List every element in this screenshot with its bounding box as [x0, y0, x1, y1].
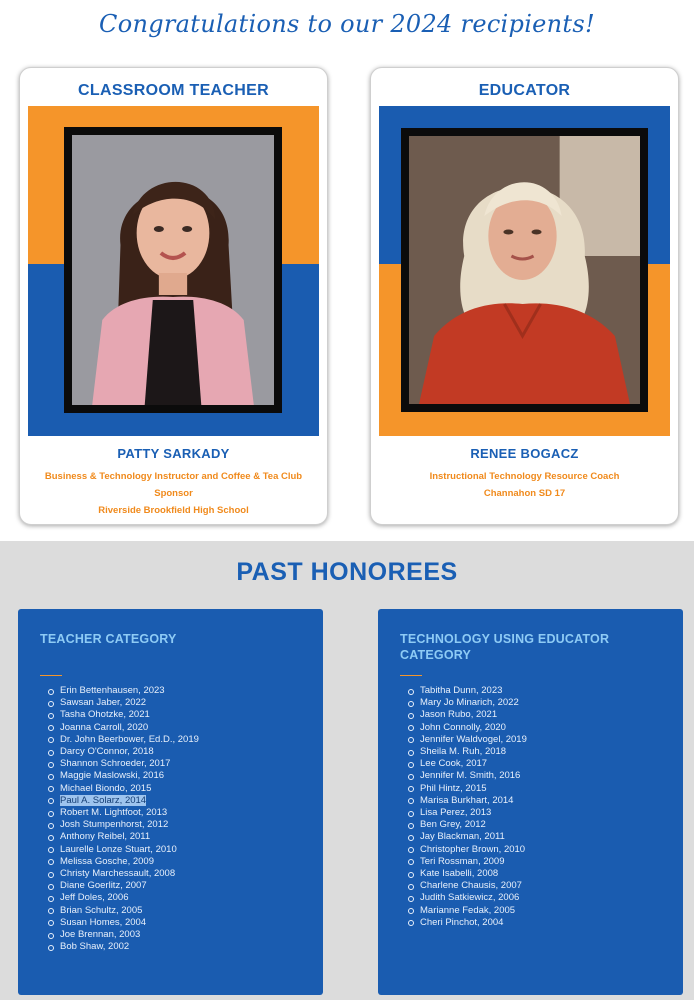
honoree-entry: Brian Schultz, 2005	[60, 904, 143, 916]
honoree-entry: Joanna Carroll, 2020	[60, 721, 149, 733]
honoree-entry: Michael Biondo, 2015	[60, 782, 152, 794]
honoree-entry: Josh Stumpenhorst, 2012	[60, 819, 169, 831]
list-item	[408, 783, 527, 795]
list-item	[48, 770, 199, 782]
teacher-honoree-list	[48, 685, 199, 953]
photo-frame	[64, 127, 282, 413]
honoree-entry: Sawsan Jaber, 2022	[60, 697, 147, 709]
list-item	[48, 831, 199, 843]
technology-honoree-list	[408, 685, 527, 929]
photo-backdrop	[379, 106, 670, 436]
description-line: Sponsor	[154, 488, 193, 499]
list-item	[48, 697, 199, 709]
list-item	[48, 758, 199, 770]
honoree-entry: Teri Rossman, 2009	[420, 855, 505, 867]
list-item	[48, 856, 199, 868]
recipient-card-educator	[370, 67, 679, 525]
list-item	[408, 758, 527, 770]
honoree-entry: Jennifer Waldvogel, 2019	[420, 733, 527, 745]
description-line: Channahon SD 17	[483, 488, 566, 499]
list-item	[48, 929, 199, 941]
honoree-entry: Marianne Fedak, 2005	[420, 904, 516, 916]
list-item	[408, 795, 527, 807]
list-item	[408, 892, 527, 904]
honoree-entry: Laurelle Lonze Stuart, 2010	[60, 843, 177, 855]
congrats-heading: Congratulations to our 2024 recipients!	[99, 10, 595, 38]
list-item	[408, 709, 527, 721]
description-line: Instructional Technology Resource Coach	[429, 471, 620, 482]
list-item	[48, 795, 199, 807]
list-item	[408, 697, 527, 709]
honoree-entry: Paul A. Solarz, 2014	[60, 794, 147, 806]
list-item	[408, 770, 527, 782]
panel-title: TEACHER CATEGORY	[40, 632, 177, 646]
honoree-entry: Jennifer M. Smith, 2016	[420, 770, 521, 782]
honoree-entry: Christy Marchessault, 2008	[60, 868, 176, 880]
list-item	[408, 734, 527, 746]
honoree-entry: Diane Goerlitz, 2007	[60, 880, 147, 892]
honoree-entry: Charlene Chausis, 2007	[420, 880, 522, 892]
list-item	[408, 746, 527, 758]
recipient-name: RENEE BOGACZ	[470, 446, 579, 461]
list-item	[48, 783, 199, 795]
honoree-entry: Erin Bettenhausen, 2023	[60, 685, 165, 696]
list-item	[48, 819, 199, 831]
recipient-name: PATTY SARKADY	[117, 446, 230, 461]
list-item	[408, 685, 527, 697]
panel-divider	[400, 675, 422, 676]
recipient-description	[387, 468, 662, 502]
list-item	[408, 880, 527, 892]
honoree-entry: Phil Hintz, 2015	[420, 782, 487, 794]
honoree-entry: Dr. John Beerbower, Ed.D., 2019	[60, 733, 199, 745]
honoree-entry: Bob Shaw, 2002	[60, 941, 130, 953]
list-item	[48, 746, 199, 758]
list-item	[408, 868, 527, 880]
list-item	[408, 856, 527, 868]
honoree-entry: Jeff Doles, 2006	[60, 892, 129, 904]
photo-frame	[401, 128, 648, 412]
list-item	[408, 819, 527, 831]
list-item	[48, 892, 199, 904]
recipient-photo	[72, 135, 274, 405]
list-item	[48, 917, 199, 929]
list-item	[408, 844, 527, 856]
recipient-card-classroom-teacher	[19, 67, 328, 525]
list-item	[408, 905, 527, 917]
photo-backdrop	[28, 106, 319, 436]
card-category-title: EDUCATOR	[478, 82, 571, 99]
honoree-entry: Tabitha Dunn, 2023	[420, 685, 503, 696]
honoree-entry: Sheila M. Ruh, 2018	[420, 746, 507, 758]
honoree-entry: Maggie Maslowski, 2016	[60, 770, 165, 782]
honoree-entry: Marisa Burkhart, 2014	[420, 794, 514, 806]
description-line: Business & Technology Instructor and Coffee & Tea Club	[44, 471, 303, 482]
list-item	[48, 685, 199, 697]
list-item	[408, 807, 527, 819]
honoree-entry: Susan Homes, 2004	[60, 916, 147, 928]
list-item	[408, 917, 527, 929]
card-category-title: CLASSROOM TEACHER	[78, 82, 269, 99]
list-item	[48, 734, 199, 746]
panel-title: TECHNOLOGY USING EDUCATOR CATEGORY	[400, 632, 610, 662]
recipient-description	[36, 468, 311, 519]
honoree-entry: Melissa Gosche, 2009	[60, 855, 154, 867]
description-line: Riverside Brookfield High School	[98, 505, 249, 516]
list-item	[408, 722, 527, 734]
honoree-entry: Lee Cook, 2017	[420, 758, 488, 770]
honoree-entry: Jason Rubo, 2021	[420, 709, 498, 721]
honoree-entry: Mary Jo Minarich, 2022	[420, 697, 519, 709]
list-item	[48, 709, 199, 721]
list-item	[408, 831, 527, 843]
honoree-entry: Joe Brennan, 2003	[60, 929, 141, 941]
list-item	[48, 941, 199, 953]
list-item	[48, 905, 199, 917]
honoree-entry: Robert M. Lightfoot, 2013	[60, 807, 168, 819]
technology-category-panel	[378, 609, 683, 995]
list-item	[48, 844, 199, 856]
honoree-entry: Christopher Brown, 2010	[420, 843, 526, 855]
list-item	[48, 868, 199, 880]
honoree-entry: Kate Isabelli, 2008	[420, 868, 499, 880]
honoree-entry: Lisa Perez, 2013	[420, 807, 492, 819]
honoree-entry: Ben Grey, 2012	[420, 819, 486, 831]
past-honorees-section	[0, 541, 694, 1000]
honoree-entry: Shannon Schroeder, 2017	[60, 758, 171, 770]
honoree-entry: Darcy O'Connor, 2018	[60, 746, 154, 758]
honoree-entry: Tasha Ohotzke, 2021	[60, 709, 150, 721]
recipient-photo	[409, 136, 640, 404]
honoree-entry: Judith Satkiewicz, 2006	[420, 892, 520, 904]
past-honorees-title: PAST HONOREES	[236, 558, 458, 586]
list-item	[48, 722, 199, 734]
teacher-category-panel	[18, 609, 323, 995]
panel-divider	[40, 675, 62, 676]
honoree-entry: Jay Blackman, 2011	[420, 831, 505, 843]
honoree-entry: John Connolly, 2020	[420, 721, 506, 733]
honoree-entry: Cheri Pinchot, 2004	[420, 916, 504, 928]
honoree-entry: Anthony Reibel, 2011	[60, 831, 151, 843]
list-item	[48, 807, 199, 819]
list-item	[48, 880, 199, 892]
